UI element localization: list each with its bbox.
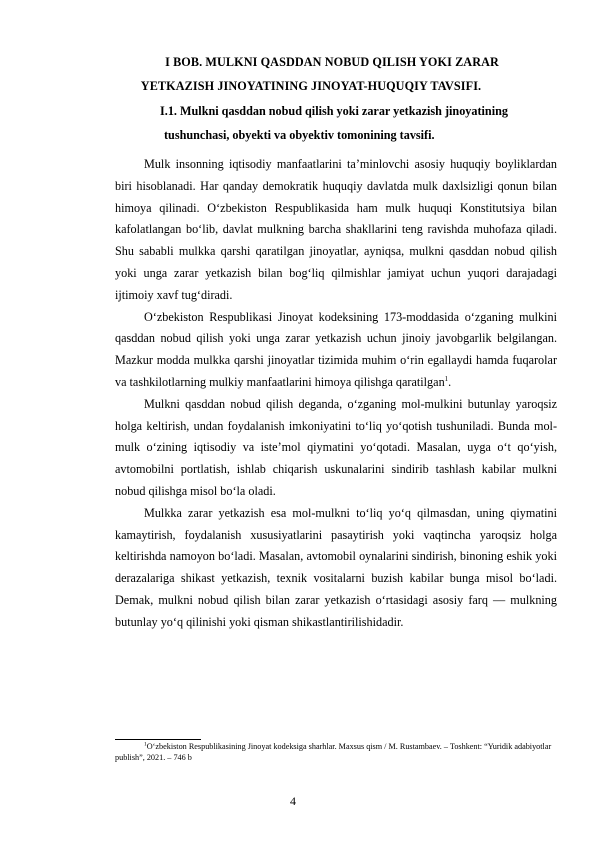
paragraph-2 [115,307,557,394]
paragraph-4: Mulkka zarar yetkazish esa mol-mulkni to‘liq yo‘q qilmasdan, uning qiymatini kamaytirish, foydalanish xususiyatlarini pasaytirish yoki vaqtincha yaroqsiz holga keltirishda namoyon bo‘ladi. Masalan, avtomobil oynalarini sindirish, binoning eshik yoki derazalariga shikast yetkazish, texnik vositalarni buzish kabilar bunga misol bo‘ladi. Demak, mulkni nobud qilish bilan zarar yetkazish o‘rtasidagi asosiy farq — mulkning butunlay yo‘q qilinishi yoki qisman shikastlantirilishidadir. [115,505,557,629]
footnote-marker: 1 [144,741,147,748]
paragraph-2-end: . [448,374,452,389]
chapter-title-line-2: YETKAZISH JINOYATINING JINOYAT-HUQUQIY TAVSIFI. [140,79,482,93]
section-title-line-2: tushunchasi, obyekti va obyektiv tomonining tavsifi. [164,128,435,142]
paragraph-2-text: O‘zbekiston Respublikasi Jinoyat kodeksining 173-moddasida o‘zganing mulkini qasddan nobud qilish yoki unga zarar yetkazish uchun jinoiy javobgarlik belgilangan. Mazkur modda mulkka qarshi jinoyatlar tizimida muhim o‘rin egallaydi hamda fuqarolar va tashkilotlarning mulkiy manfaatlarini himoya qilishga qaratilgan [115,309,557,389]
paragraph-1: Mulk insonning iqtisodiy manfaatlarini ta’minlovchi asosiy huquqiy boyliklardan biri hisoblanadi. Har qanday demokratik huquqiy davlatda mulk daxlsizligi qonun bilan himoya qilinadi. O‘zbekiston Respublikasida ham mulk huquqi Konstitutsiya bilan kafolatlangan bo‘lib, davlat mulkning barcha shakllarini teng ravishda muhofaza qiladi. Shu sababli mulkka qarshi qaratilgan jinoyatlar, ayniqsa, mulkni qasddan nobud qilish yoki unga zarar yetkazish bilan bog‘liq qilmishlar jamiyat uchun yuqori darajadagi ijtimoiy xavf tug‘diradi. [115,157,557,302]
body-text [115,154,557,634]
page-number: 4 [290,794,296,808]
section-title-line-1: I.1. Mulkni qasddan nobud qilish yoki zarar yetkazish jinoyatining [160,104,508,118]
footnote-text: O‘zbekiston Respublikasining Jinoyat kodeksiga sharhlar. Maxsus qism / M. Rustambaev. – Toshkent: “Yuridik adabiyotlar publish”, 2021. – 746 b [115,742,552,762]
footnote-reference[interactable]: 1 [444,374,449,383]
footnote [115,741,557,763]
footnote-separator [115,739,201,740]
chapter-title-line-1: I BOB. MULKNI QASDDAN NOBUD QILISH YOKI ZARAR [165,55,499,69]
paragraph-3: Mulkni qasddan nobud qilish deganda, o‘zganing mol-mulkini butunlay yaroqsiz holga keltirish, undan foydalanish imkoniyatini to‘liq yo‘qotish tushuniladi. Bunda mol-mulk o‘zining iqtisodiy va iste’mol qiymatini yo‘qotadi. Masalan, uyga o‘t qo‘yish, avtomobilni portlatish, ishlab chiqarish uskunalarini sindirib tashlash kabilar mulkni nobud qilishga misol bo‘la oladi. [115,396,557,498]
